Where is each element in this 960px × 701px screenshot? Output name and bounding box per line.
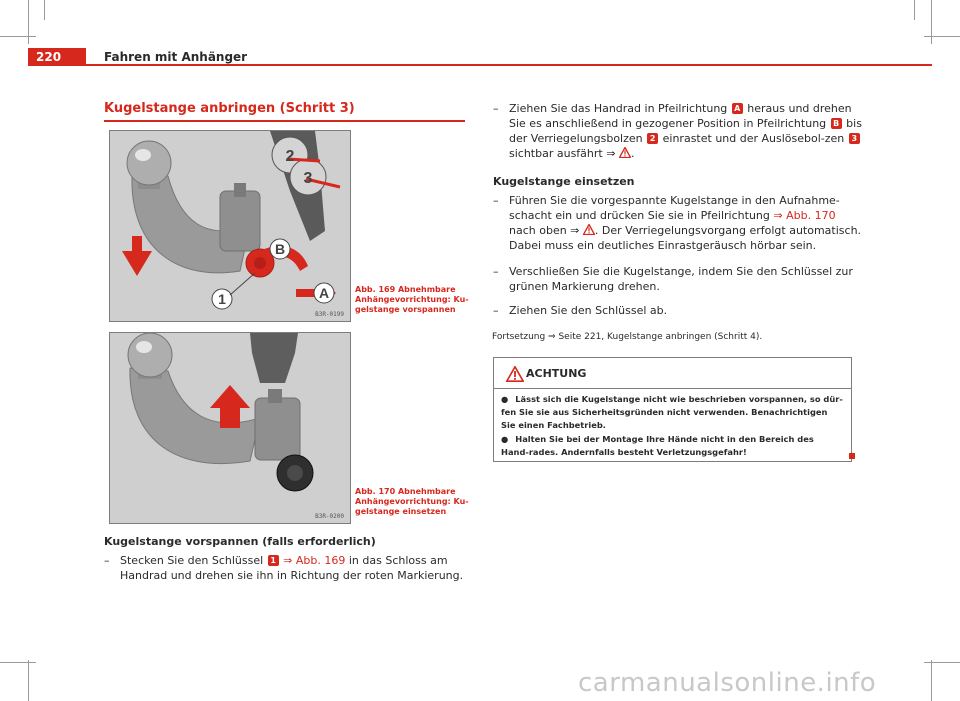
- page-number: 220: [36, 50, 62, 64]
- step-text: Ziehen Sie das Handrad in Pfeilrichtung: [509, 102, 728, 115]
- step-text: heraus und drehen Sie es anschließend in gezogener Position in Pfeilrichtung: [509, 102, 852, 130]
- step-text: .: [630, 147, 635, 160]
- step-lock: [493, 264, 865, 294]
- step-dash: –: [493, 304, 499, 317]
- warning-icon[interactable]: [583, 224, 595, 235]
- step-insert-ballbar: [493, 193, 865, 253]
- step-pull-handwheel: [493, 101, 865, 161]
- crop-mark: [914, 0, 915, 20]
- figure-ref-link[interactable]: ⇒ Abb. 170: [773, 209, 836, 222]
- bullet: ●: [501, 394, 509, 404]
- warning-box: [493, 357, 852, 462]
- bullet: ●: [501, 434, 509, 444]
- tow-hitch-illustration-1: [110, 131, 350, 321]
- section-rule: [104, 120, 465, 122]
- step-text: bis der Verriegelungsbolzen: [509, 117, 862, 145]
- figure-169: [109, 130, 351, 322]
- warning-icon[interactable]: [619, 147, 631, 158]
- step-text: Stecken Sie den Schlüssel: [120, 554, 264, 567]
- crop-mark: [28, 660, 29, 701]
- callout-b: B: [274, 241, 286, 257]
- figure-code: B3R-0199: [315, 311, 344, 318]
- subheading-vorspannen: Kugelstange vorspannen (falls erforderlich): [104, 535, 376, 548]
- figure-169-caption: Abb. 169 Abnehmbare Anhängevorrichtung: Ku-gelstange vorspannen: [355, 285, 469, 314]
- step-text: Ziehen Sie den Schlüssel ab.: [509, 304, 668, 317]
- step-text: einrastet und der Auslösebol-zen: [662, 132, 845, 145]
- running-title: Fahren mit Anhänger: [104, 50, 248, 64]
- step-text: . Der Verriegelungsvorgang erfolgt automatisch. Dabei muss ein deutliches Einrastgeräusch hörbar sein.: [509, 224, 862, 252]
- warning-triangle-icon: [506, 366, 524, 382]
- step-text: Verschließen Sie die Kugelstange, indem Sie den Schlüssel zur grünen Markierung drehen.: [509, 265, 853, 293]
- step-text: nach oben ⇒: [509, 224, 580, 237]
- header-rule: [28, 64, 932, 66]
- callout-badge-b: B: [831, 118, 842, 129]
- subheading-einsetzen: Kugelstange einsetzen: [493, 175, 635, 188]
- callout-a: A: [318, 285, 330, 301]
- step-text: Führen Sie die vorgespannte Kugelstange in den Aufnahme-schacht ein und drücken Sie sie in Pfeilrichtung: [509, 194, 840, 222]
- callout-1: 1: [218, 291, 226, 307]
- figure-170: [109, 332, 351, 524]
- step-text: in das Schloss am Handrad und drehen sie ihn in Richtung der roten Markierung.: [120, 554, 464, 582]
- callout-badge-1: 1: [268, 555, 279, 566]
- warning-item: [501, 433, 844, 459]
- warning-title: ACHTUNG: [526, 367, 587, 380]
- warning-item: [501, 393, 844, 432]
- callout-3: 3: [303, 170, 313, 187]
- warning-header: [506, 366, 524, 386]
- tow-hitch-illustration-2: [110, 333, 350, 523]
- crop-mark: [931, 660, 932, 701]
- crop-mark: [931, 0, 932, 44]
- step-dash: –: [493, 194, 499, 207]
- figure-code: B3R-0200: [315, 513, 344, 520]
- callout-badge-2: 2: [647, 133, 658, 144]
- callout-badge-3: 3: [849, 133, 860, 144]
- warning-divider: [494, 388, 851, 389]
- warning-item-text: Halten Sie bei der Montage Ihre Hände nicht in den Bereich des Hand-rades. Andernfalls besteht Verletzungsgefahr!: [501, 434, 814, 457]
- step-insert-key: [104, 553, 470, 583]
- callout-badge-a: A: [732, 103, 743, 114]
- callout-2: 2: [285, 148, 295, 165]
- figure-ref-link[interactable]: ⇒ Abb. 169: [283, 554, 346, 567]
- warning-item-text: Lässt sich die Kugelstange nicht wie beschrieben vorspannen, so dür-fen Sie sie aus Sicherheitsgründen nicht verwenden. Benachrichtigen Sie einen Fachbetrieb.: [501, 394, 843, 430]
- step-remove-key: [493, 303, 865, 318]
- crop-mark: [0, 662, 36, 663]
- continuation-link[interactable]: Fortsetzung ⇒ Seite 221, Kugelstange anbringen (Schritt 4).: [492, 332, 763, 342]
- figure-170-caption: Abb. 170 Abnehmbare Anhängevorrichtung: Ku-gelstange einsetzen: [355, 487, 469, 516]
- section-title: Kugelstange anbringen (Schritt 3): [104, 101, 355, 116]
- watermark: carmanualsonline.info: [578, 668, 877, 698]
- crop-mark: [44, 0, 45, 20]
- section-end-mark: [849, 453, 855, 459]
- step-dash: –: [104, 554, 110, 567]
- step-dash: –: [493, 265, 499, 278]
- crop-mark: [924, 36, 960, 37]
- crop-mark: [28, 0, 29, 44]
- step-text: sichtbar ausfährt ⇒: [509, 147, 616, 160]
- step-dash: –: [493, 102, 499, 115]
- crop-mark: [924, 662, 960, 663]
- crop-mark: [0, 36, 36, 37]
